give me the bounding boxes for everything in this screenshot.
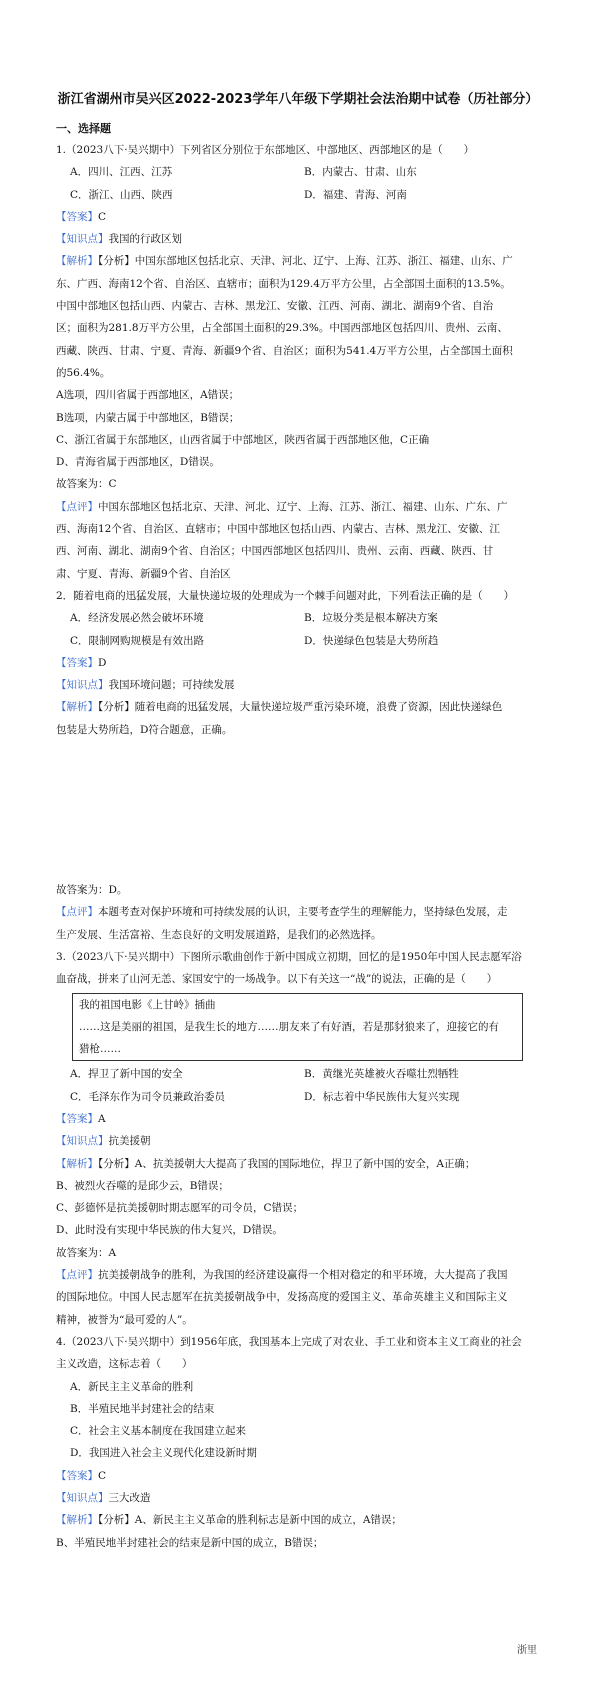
answer-row: [56, 1108, 540, 1130]
analysis-label: 【解析】: [56, 1157, 98, 1170]
comment-line: 生产发展、生活富裕、生态良好的文明发展道路，是我们的必然选择。: [56, 928, 382, 941]
comment-block: [56, 496, 540, 585]
knowledge-point-row: [56, 674, 540, 696]
comment-block: [56, 901, 540, 946]
option-list: [56, 1063, 540, 1108]
question-4: [56, 1331, 540, 1554]
option-b: B．内蒙古、甘肃、山东: [304, 166, 417, 179]
analysis-block: [56, 1153, 540, 1264]
lyrics-box: [72, 993, 523, 1062]
answer-value: C: [98, 210, 107, 223]
analysis-block: [56, 696, 540, 741]
comment-block: [56, 1264, 540, 1331]
knowledge-point-label: 【知识点】: [56, 233, 109, 246]
option-d: D．福建、青海、河南: [304, 188, 407, 201]
comment-line: 西、河南、湖北、湖南9个省、自治区；中国西部地区包括四川、贵州、云南、西藏、陕西、甘: [56, 545, 494, 558]
comment-label: 【点评】: [56, 500, 98, 513]
option-a: A．经济发展必然会破坏环境: [70, 612, 204, 625]
answer-value: D: [98, 656, 107, 669]
analysis-line: D、青海省属于西部地区，D错误。: [56, 456, 220, 469]
option-a: A．新民主主义革命的胜利: [70, 1380, 194, 1393]
document-body: [56, 84, 540, 1554]
knowledge-point-label: 【知识点】: [56, 1492, 109, 1505]
answer-row: [56, 206, 540, 228]
analysis-line: 的56.4%。: [56, 366, 111, 379]
lyrics-line: ……这是美丽的祖国，是我生长的地方……朋友来了有好酒，若是那豺狼来了，迎接它的有: [79, 1020, 499, 1033]
analysis-line: 【解析】【分析】随着电商的迅猛发展，大量快递垃圾严重污染环境，浪费了资源，因此快递绿色: [56, 701, 503, 714]
analysis-line: 东、广西、海南12个省、自治区、直辖市；面积为129.4万平方公里，占全部国土面积的13.5%。: [56, 277, 511, 290]
final-answer: 故答案为：C: [56, 478, 117, 491]
comment-label: 【点评】: [56, 1269, 98, 1282]
option-b: B．半殖民地半封建社会的结束: [70, 1402, 215, 1415]
comment-line: 【点评】抗美援朝战争的胜利，为我国的经济建设赢得一个相对稳定的和平环境，大大提高了我国: [56, 1269, 508, 1282]
answer-label: 【答案】: [56, 1112, 98, 1125]
analysis-line: 中国中部地区包括山西、内蒙古、吉林、黑龙江、安徽、江西、河南、湖北、湖南9个省、自治: [56, 300, 494, 313]
analysis-block: [56, 250, 540, 495]
analysis-line: B、半殖民地半封建社会的结束是新中国的成立，B错误；: [56, 1536, 324, 1549]
answer-value: A: [98, 1112, 106, 1125]
answer-value: C: [98, 1469, 107, 1482]
analysis-line: 区；面积为281.8万平方公里，占全部国土面积的29.3%。中国西部地区包括四川、贵州、云南、: [56, 322, 508, 335]
knowledge-point-value: 我国环境问题；可持续发展: [108, 679, 235, 692]
question-stem: 4.（2023八下·吴兴期中）到1956年底，我国基本上完成了对农业、手工业和资本主义工商业的社会: [56, 1335, 522, 1348]
knowledge-point-label: 【知识点】: [56, 679, 109, 692]
knowledge-point-row: [56, 228, 540, 250]
answer-label: 【答案】: [56, 210, 98, 223]
page-title: 浙江省湖州市吴兴区2022-2023学年八年级下学期社会法治期中试卷（历社部分）: [57, 92, 539, 107]
question-stem: 主义改造，这标志着（ ）: [56, 1358, 193, 1371]
final-answer: 故答案为：A: [56, 1246, 117, 1259]
final-answer: 故答案为：D。: [56, 884, 128, 897]
comment-line: 【点评】本题考查对保护环境和可持续发展的认识，主要考查学生的理解能力，坚持绿色发展，走: [56, 906, 508, 919]
knowledge-point-value: 我国的行政区划: [108, 233, 182, 246]
analysis-line: C、浙江省属于东部地区，山西省属于中部地区，陕西省属于西部地区他，C正确: [56, 433, 430, 446]
analysis-line: 包装是大势所趋，D符合题意，正确。: [56, 723, 233, 736]
lyrics-line: 我的祖国电影《上甘岭》插曲: [79, 998, 216, 1011]
comment-line: 【点评】中国东部地区包括北京、天津、河北、辽宁、上海、江苏、浙江、福建、山东、广东、广: [56, 500, 508, 513]
comment-line: 肃、宁夏、青海、新疆9个省、自治区: [56, 567, 231, 580]
question-stem: 1.（2023八下·吴兴期中）下列省区分别位于东部地区、中部地区、西部地区的是（ ）: [56, 144, 475, 156]
knowledge-point-value: 三大改造: [108, 1492, 151, 1505]
analysis-line: C、彭德怀是抗美援朝时期志愿军的司令员，C错误；: [56, 1202, 304, 1215]
knowledge-point-value: 抗美援朝: [108, 1135, 151, 1148]
analysis-line: D、此时没有实现中华民族的伟大复兴，D错误。: [56, 1224, 283, 1237]
analysis-line: B选项，内蒙古属于中部地区，B错误；: [56, 411, 240, 424]
option-a: A．四川、江西、江苏: [70, 166, 173, 179]
knowledge-point-label: 【知识点】: [56, 1135, 109, 1148]
option-list: [56, 607, 540, 652]
comment-label: 【点评】: [56, 906, 98, 919]
knowledge-point-row: [56, 1487, 540, 1509]
comment-line: 的国际地位。中国人民志愿军在抗美援朝战争中，发扬高度的爱国主义、革命英雄主义和国际主义: [56, 1291, 508, 1304]
answer-label: 【答案】: [56, 1469, 98, 1482]
analysis-label: 【解析】: [56, 701, 98, 714]
option-c: C．浙江、山西、陕西: [70, 188, 173, 201]
question-2: [56, 585, 540, 946]
option-c: C．社会主义基本制度在我国建立起来: [70, 1425, 247, 1438]
analysis-label: 【解析】: [56, 1514, 98, 1527]
answer-row: [56, 1465, 540, 1487]
question-stem: 3.（2023八下·吴兴期中）下图所示歌曲创作于新中国成立初期，回忆的是1950年中国人民志愿军浴: [56, 950, 522, 963]
option-b: B．黄继光英雄被火吞噬壮烈牺牲: [304, 1068, 459, 1081]
section-heading: 一、选择题: [56, 122, 111, 135]
analysis-line: 【解析】【分析】A、新民主主义革命的胜利标志是新中国的成立，A错误；: [56, 1514, 402, 1527]
option-d: D．我国进入社会主义现代化建设新时期: [70, 1447, 257, 1460]
option-c: C．毛泽东作为司令员兼政治委员: [70, 1090, 226, 1103]
option-b: B．垃圾分类是根本解决方案: [304, 612, 438, 625]
comment-line: 西、海南12个省、自治区、直辖市；中国中部地区包括山西、内蒙古、吉林、黑龙江、安徽、江: [56, 523, 500, 536]
question-stem: 血奋战，拼来了山河无恙、家国安宁的一场战争。以下有关这一“战”的说法，正确的是（ ）: [56, 973, 498, 986]
analysis-label: 【解析】: [56, 255, 98, 268]
analysis-line: B、被烈火吞噬的是邱少云，B错误；: [56, 1179, 229, 1192]
answer-row: [56, 652, 540, 674]
question-stem: 2．随着电商的迅猛发展，大量快递垃圾的处理成为一个棘手问题对此，下列看法正确的是（ ）: [56, 589, 515, 602]
option-list: [56, 161, 540, 206]
analysis-block: [56, 1509, 540, 1554]
question-1: [56, 139, 540, 585]
analysis-line: 【解析】【分析】中国东部地区包括北京、天津、河北、辽宁、上海、江苏、浙江、福建、山东、广: [56, 255, 513, 268]
analysis-line: 【解析】【分析】A、抗美援朝大大提高了我国的国际地位，捍卫了新中国的安全，A正确；: [56, 1157, 476, 1170]
lyrics-line: 猎枪……: [79, 1043, 121, 1056]
option-a: A．捍卫了新中国的安全: [70, 1068, 183, 1081]
question-3: [56, 946, 540, 1331]
blank-space: [56, 741, 540, 879]
answer-label: 【答案】: [56, 656, 98, 669]
analysis-line: 西藏、陕西、甘肃、宁夏、青海、新疆9个省、自治区；面积为541.4万平方公里，占全部国土面积: [56, 344, 513, 357]
analysis-line: A选项，四川省属于西部地区，A错误；: [56, 389, 240, 402]
option-d: D．标志着中华民族伟大复兴实现: [304, 1090, 460, 1103]
knowledge-point-row: [56, 1130, 540, 1152]
option-c: C．限制网购规模是有效出路: [70, 634, 205, 647]
option-list: [56, 1376, 540, 1465]
comment-line: 精神，被誉为“最可爱的人”。: [56, 1313, 193, 1326]
option-d: D．快递绿色包装是大势所趋: [304, 634, 439, 647]
page-footer: 浙里: [517, 1645, 537, 1656]
